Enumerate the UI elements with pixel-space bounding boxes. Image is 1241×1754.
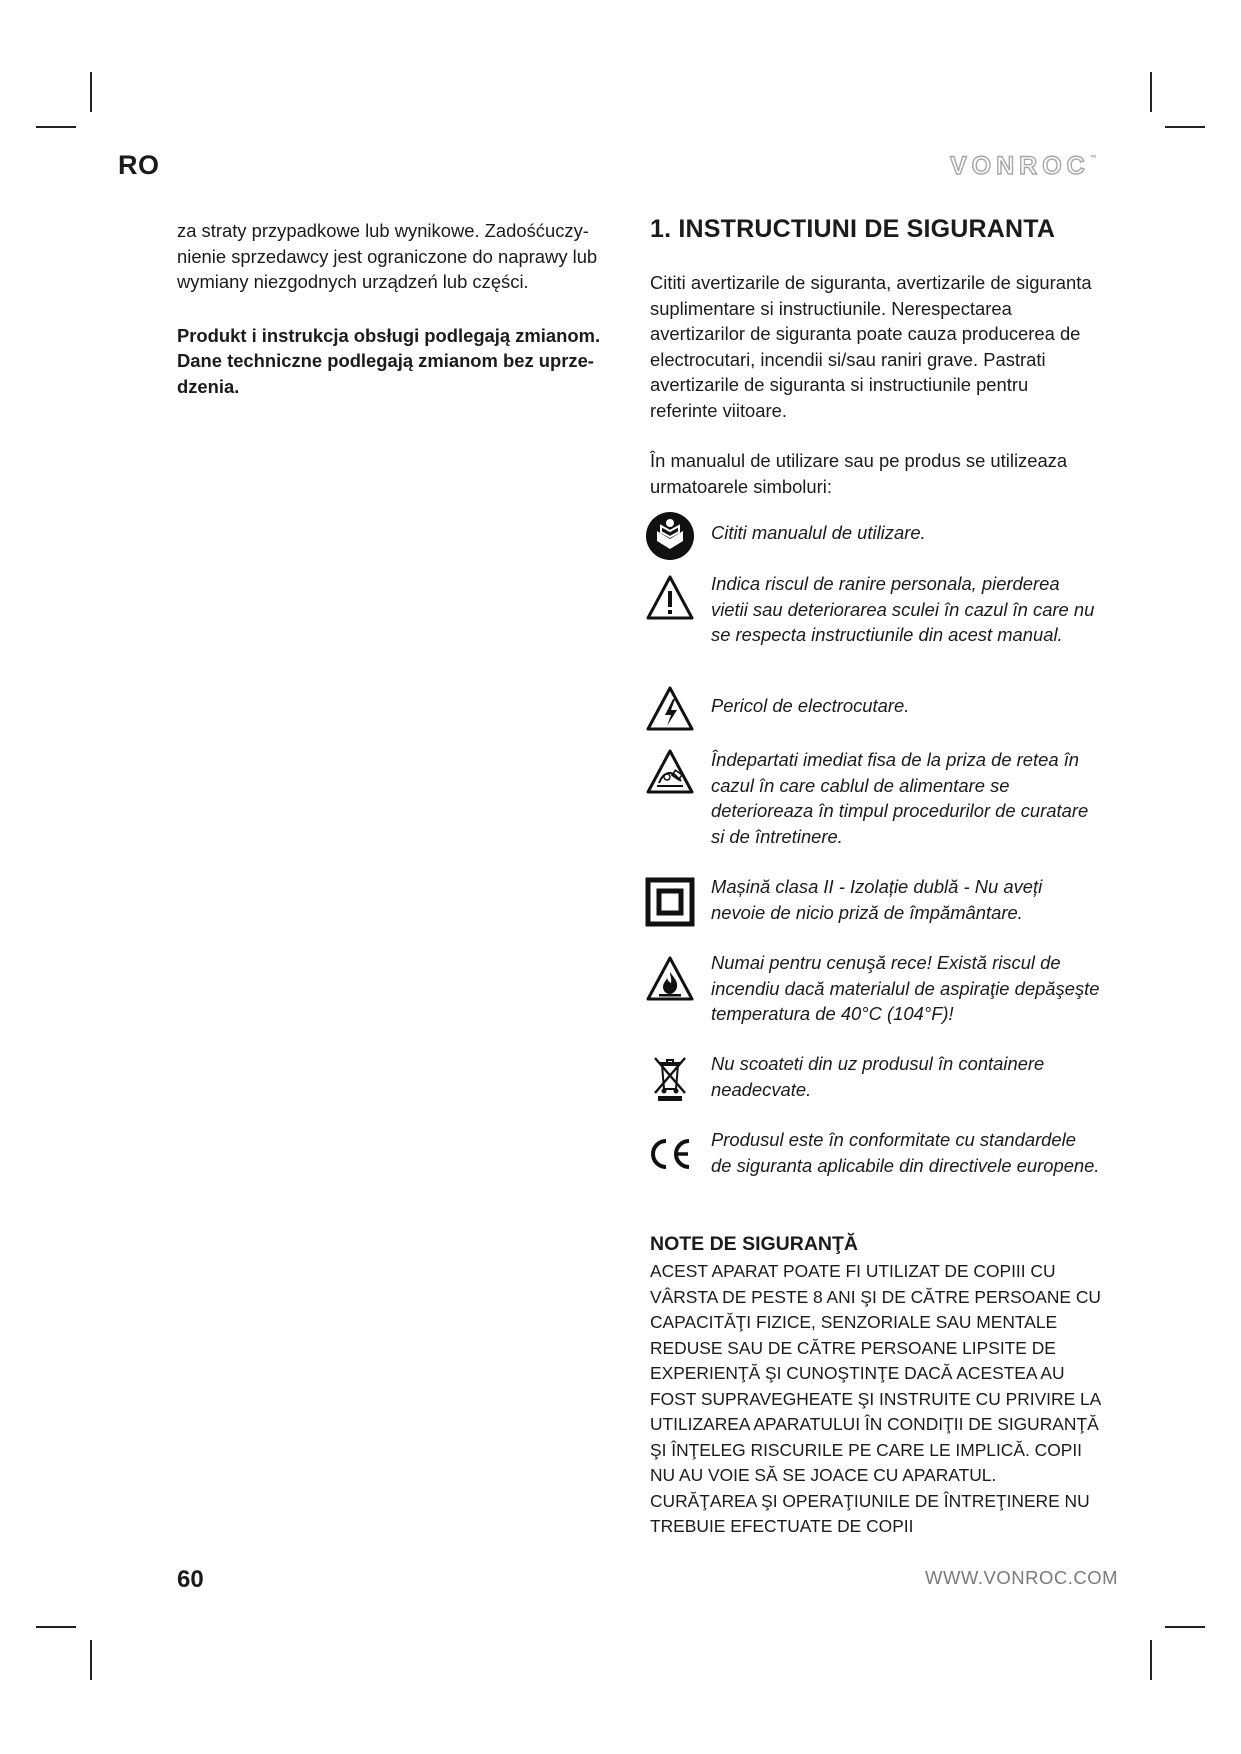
intro-paragraph: Cititi avertizarile de siguranta, avertizarile de siguranta suplimentare si instructiunile. Nerespectarea avertizarilor de siguranta poate cauza producerea de electrocutari, incendii si/sau raniri grave. Pastrati avertizarile de siguranta si instructiunile pentru referinte viitoare. (650, 272, 1092, 421)
website-url: WWW.VONROC.COM (925, 1567, 1119, 1588)
ce-mark-icon (645, 1129, 695, 1179)
crop-mark (1165, 126, 1205, 128)
warning-icon (645, 573, 695, 623)
symbol-text: Nu scoateti din uz produsul în containere neadecvate. (711, 1053, 1045, 1100)
crop-mark (1150, 72, 1152, 112)
crop-mark (1150, 1640, 1152, 1680)
symbols-intro: În manualul de utilizare sau pe produs se utilizeaza urmatoarele simboluri: (650, 450, 1068, 497)
left-paragraph: za straty przypadkowe lub wynikowe. Zadośćuczy-nienie sprzedawcy jest ograniczone do naprawy lub wymiany niezgodnych urządzeń lub części. (177, 220, 598, 292)
note-body: ACEST APARAT POATE FI UTILIZAT DE COPIII CU VÂRSTA DE PESTE 8 ANI ŞI DE CĂTRE PERSOANE CU CAPACITĂŢI FIZICE, SENZORIALE SAU MENTALE REDUSE SAU DE CĂTRE PERSOANE LIPSITE DE EXPERIENŢĂ ŞI CUNOŞTINŢE DACĂ ACESTEA AU FOST SUPRAVEGHEATE ŞI INSTRUITE CU PRIVIRE LA UTILIZAREA APARATULUI ÎN CONDIŢII DE SIGURANŢĂ ŞI ÎNŢELEG RISCURILE PE CARE LE IMPLICĂ. COPII NU AU VOIE SĂ SE JOACE CU APARATUL. CURĂŢAREA ŞI OPERAŢIUNILE DE ÎNTREŢINERE NU TREBUIE EFECTUATE DE COPII (650, 1261, 1101, 1536)
crop-mark (1165, 1626, 1205, 1628)
fire-hazard-icon (645, 954, 695, 1004)
left-bold-paragraph: Produkt i instrukcja obsługi podlegają zmianom. Dane techniczne podlegają zmianom bez uprze-dzenia. (177, 324, 601, 397)
symbol-text: Indica riscul de ranire personala, pierderea vietii sau deteriorarea sculei în cazul în care nu se respecta instructiunile din acest manual. (711, 573, 1095, 645)
note-title: NOTE DE SIGURANŢĂ (650, 1233, 859, 1255)
symbol-text: Mașină clasa II - Izolație dublă - Nu aveți nevoie de nicio priză de împământare. (711, 876, 1043, 923)
crop-mark (36, 126, 76, 128)
symbol-text: Produsul este în conformitate cu standardele de siguranta aplicabile din directivele europene. (711, 1129, 1100, 1176)
read-manual-icon (645, 511, 695, 561)
symbol-text: Cititi manualul de utilizare. (711, 522, 926, 543)
brand-trademark: ™ (1089, 155, 1097, 162)
brand-name: VONROC (950, 152, 1090, 180)
unplug-icon (645, 747, 695, 797)
language-code: RO (118, 150, 160, 180)
symbol-text: Îndepartati imediat fisa de la priza de retea în cazul în care cablul de alimentare se deterioreaza în timpul procedurilor de curatare si de întretinere. (711, 749, 1089, 847)
section-heading: 1. INSTRUCTIUNI DE SIGURANTA (650, 215, 1056, 243)
brand-logo (950, 152, 1097, 181)
crop-mark (36, 1626, 76, 1628)
page-number: 60 (177, 1566, 204, 1593)
crop-mark (90, 72, 92, 112)
electric-shock-icon (645, 684, 695, 734)
class-ii-icon (645, 877, 695, 927)
weee-bin-icon (645, 1051, 695, 1101)
crop-mark (90, 1640, 92, 1680)
symbol-text: Numai pentru cenuşă rece! Există riscul de incendiu dacă materialul de aspiraţie depăşeşte temperatura de 40°C (104°F)! (711, 952, 1100, 1024)
symbol-text: Pericol de electrocutare. (711, 695, 910, 716)
right-column (650, 214, 1100, 499)
left-column (177, 218, 637, 399)
